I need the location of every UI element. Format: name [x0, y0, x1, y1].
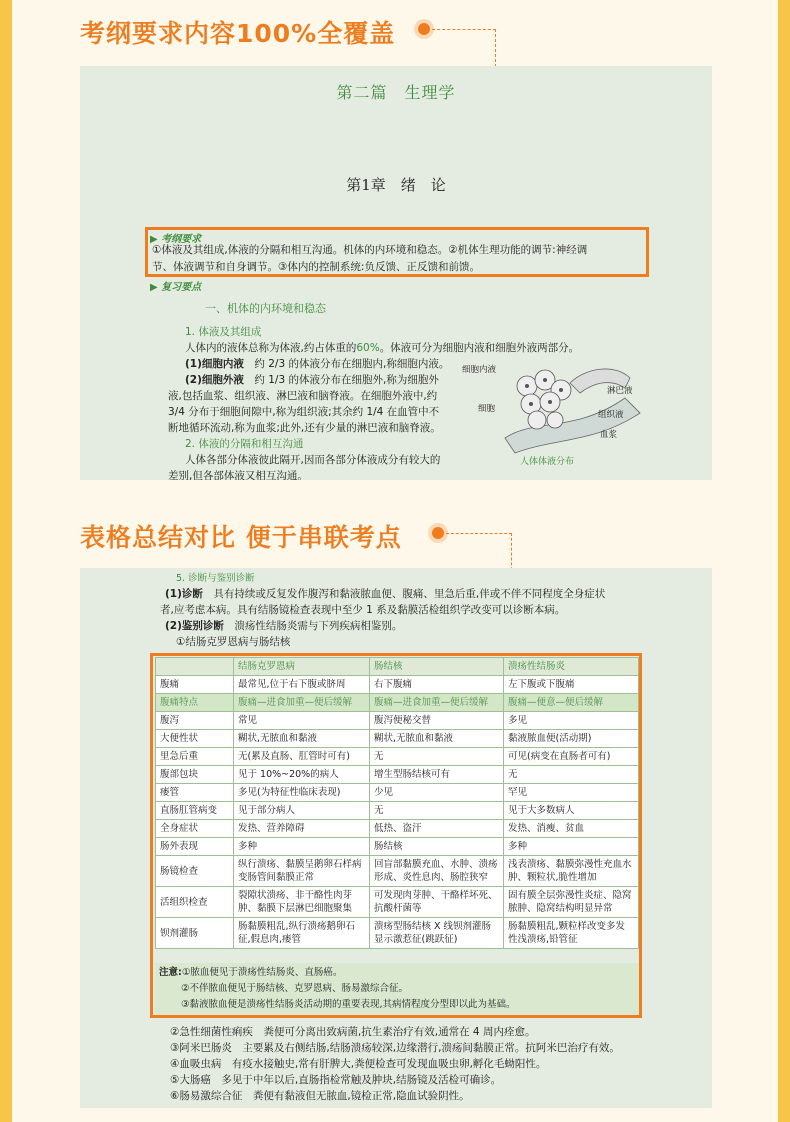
- table-cell: 糊状,无脓血和黏液: [370, 730, 504, 748]
- table-cell: 发热、营养障碍: [234, 820, 370, 838]
- table-cell: 钡剂灌肠: [156, 918, 234, 949]
- table-cell: 活组织检查: [156, 887, 234, 918]
- table-cell: 腹痛—便意—便后缓解: [504, 694, 639, 712]
- table-cell: 溃疡型肠结核 X 线钡剂灌肠显示激惹征(跳跃征): [370, 918, 504, 949]
- table-cell: 腹泻便秘交替: [370, 712, 504, 730]
- table-cell: 多见(为特征性临床表现): [234, 784, 370, 802]
- table-cell: 罕见: [504, 784, 639, 802]
- banner-outline-coverage: 考纲要求内容100%全覆盖: [80, 19, 396, 48]
- table-cell: 纵行溃疡、黏膜呈鹅卵石样病变肠管间黏膜正常: [234, 856, 370, 887]
- table-highlight-box: [150, 653, 642, 1018]
- banner-dot: [432, 527, 444, 539]
- table-header-cell: 结肠克罗恩病: [234, 658, 370, 676]
- table-cell: 左下腹或下腹痛: [504, 676, 639, 694]
- paragraph: 断地循环流动,称为血浆;此外,还有少量的淋巴液和脑脊液。: [168, 422, 441, 434]
- table-cell: 肠镜检查: [156, 856, 234, 887]
- paragraph: 人体各部分体液彼此隔开,因而各部分体液成分有较大的: [185, 454, 441, 466]
- table-cell: 无(累及直肠、肛管时可有): [234, 748, 370, 766]
- table-notes: 注意:①脓血便见于溃疡性结肠炎、直肠癌。 ②不伴脓血便见于肠结核、克罗恩病、肠易激综合征。 ③黏液脓血便是溃疡性结肠炎活动期的重要表现,其病情程度分型即以此为基础。: [155, 963, 639, 1015]
- table-cell: 腹泻: [156, 712, 234, 730]
- table-cell: 多种: [504, 838, 639, 856]
- table-cell: 多见: [504, 712, 639, 730]
- point-title: 1. 体液及其组成: [185, 326, 262, 338]
- table-cell: 少见: [370, 784, 504, 802]
- table-cell: 黏液脓血便(活动期): [504, 730, 639, 748]
- table-header-cell: 肠结核: [370, 658, 504, 676]
- table-cell: 全身症状: [156, 820, 234, 838]
- paragraph: ③阿米巴肠炎 主要累及右侧结肠,结肠溃疡较深,边缘潜行,溃疡间黏膜正常。抗阿米巴治疗有效。: [170, 1042, 620, 1054]
- paragraph: 差别,但各部体液又相互沟通。: [168, 470, 308, 480]
- triangle-icon: ▶: [150, 234, 158, 245]
- table-cell: 里急后重: [156, 748, 234, 766]
- table-cell: 腹痛—进食加重—便后缓解: [370, 694, 504, 712]
- paragraph: (2)细胞外液 约 1/3 的体液分布在细胞外,称为细胞外: [185, 374, 439, 386]
- table-cell: 无: [370, 802, 504, 820]
- point-title: 2. 体液的分隔和相互沟通: [185, 438, 304, 450]
- paragraph: 3/4 分布于细胞间隙中,称为组织液;其余约 1/4 在血管中不: [168, 406, 440, 418]
- table-cell: 发热、消瘦、贫血: [504, 820, 639, 838]
- table-cell: 糊状,无脓血和黏液: [234, 730, 370, 748]
- chapter-title: 第1章 绪 论: [346, 176, 446, 194]
- paragraph: 者,应考虑本病。具有结肠镜检查表现中至少 1 系及黏膜活检组织学改变可以诊断本病。: [160, 604, 566, 616]
- table-cell: 肠结核: [370, 838, 504, 856]
- review-heading: ▶ 复习要点: [150, 282, 202, 293]
- table-cell: 肠外表现: [156, 838, 234, 856]
- outline-line: ①体液及其组成,体液的分隔和相互沟通。机体的内环境和稳态。②机体生理功能的调节:神经调: [152, 244, 588, 256]
- figure-label: 血浆: [600, 430, 618, 440]
- table-cell: 腹痛—进食加重—便后缓解: [234, 694, 370, 712]
- table-title: ①结肠克罗恩病与肠结核: [176, 636, 291, 648]
- table-cell: 无: [504, 766, 639, 784]
- outline-line: 节、体液调节和自身调节。③体内的控制系统:负反馈、正反馈和前馈。: [152, 261, 480, 273]
- paragraph: 液,包括血浆、组织液、淋巴液和脑脊液。在细胞外液中,约: [168, 390, 438, 402]
- table-cell: 可见(病变在直肠者可有): [504, 748, 639, 766]
- figure-label: 淋巴液: [607, 386, 633, 396]
- figure-label: 细胞内液: [462, 365, 497, 375]
- table-cell: 肠黏膜粗乱,纵行溃疡鹅卵石征,假息肉,瘘管: [234, 918, 370, 949]
- table-cell: 固有膜全层弥漫性炎症、隐窝脓肿、隐窝结构明显异常: [504, 887, 639, 918]
- banner-dot: [418, 23, 430, 35]
- figure-label: 细胞: [478, 404, 496, 414]
- part-title: 第二篇 生理学: [336, 83, 456, 102]
- table-cell: 增生型肠结核可有: [370, 766, 504, 784]
- table-cell: 直肠肛管病变: [156, 802, 234, 820]
- table-header-cell: 溃疡性结肠炎: [504, 658, 639, 676]
- table-cell: 见于 10%~20%的病人: [234, 766, 370, 784]
- table-cell: 裂隙状溃疡、非干酪性肉芽肿、黏膜下层淋巴细胞聚集: [234, 887, 370, 918]
- figure-caption: 人体体液分布: [520, 457, 575, 467]
- paragraph: ④血吸虫病 有疫水接触史,常有肝脾大,粪便检查可发现血吸虫卵,孵化毛蚴阳性。: [170, 1058, 547, 1070]
- paragraph: (1)诊断 具有持续或反复发作腹泻和黏液脓血便、腹痛、里急后重,伴或不伴不同程度全身症状: [165, 588, 606, 600]
- sub-heading: 一、机体的内环境和稳态: [205, 302, 326, 315]
- table-cell: 可发现肉芽肿、干酪样坏死、抗酸杆菌等: [370, 887, 504, 918]
- table-cell: 见于部分病人: [234, 802, 370, 820]
- table-cell: 腹部包块: [156, 766, 234, 784]
- table-cell: 低热、盗汗: [370, 820, 504, 838]
- table-cell: 无: [370, 748, 504, 766]
- banner-table-summary: 表格总结对比 便于串联考点: [80, 523, 402, 552]
- paragraph: ②急性细菌性痢疾 粪便可分离出致病菌,抗生素治疗有效,通常在 4 周内痊愈。: [170, 1026, 536, 1038]
- body-fluid-diagram: [465, 358, 675, 468]
- table-cell: 最常见,位于右下腹或脐周: [234, 676, 370, 694]
- table-cell: 浅表溃疡、黏膜弥漫性充血水肿、颗粒状,脆性增加: [504, 856, 639, 887]
- table-cell: 常见: [234, 712, 370, 730]
- connector-line: [432, 29, 496, 30]
- outline-highlight-box: [145, 227, 649, 277]
- table-cell: 大便性状: [156, 730, 234, 748]
- paragraph: (2)鉴别诊断 溃疡性结肠炎需与下列疾病相鉴别。: [165, 620, 403, 632]
- table-cell: 见于大多数病人: [504, 802, 639, 820]
- triangle-icon: ▶: [150, 282, 158, 293]
- table-cell: 肠黏膜粗乱,颗粒样改变多发性浅溃疡,铅管征: [504, 918, 639, 949]
- connector-line: [446, 533, 512, 534]
- table-cell: 瘘管: [156, 784, 234, 802]
- paragraph: ⑥肠易激综合征 粪便有黏液但无脓血,镜检正常,隐血试验阴性。: [170, 1090, 470, 1102]
- section-heading: 5. 诊断与鉴别诊断: [176, 573, 255, 584]
- table-cell: 腹痛: [156, 676, 234, 694]
- figure-label: 组织液: [598, 410, 624, 420]
- outline-heading: ▶ 考纲要求: [150, 234, 202, 245]
- table-cell: 多种: [234, 838, 370, 856]
- table-cell: 右下腹痛: [370, 676, 504, 694]
- paragraph: (1)细胞内液 约 2/3 的体液分布在细胞内,称细胞内液。: [185, 358, 450, 370]
- table-cell: 回盲部黏膜充血、水肿、溃疡形成、炎性息肉、肠腔狭窄: [370, 856, 504, 887]
- paragraph: ⑤大肠癌 多见于中年以后,直肠指检常触及肿块,结肠镜及活检可确诊。: [170, 1074, 502, 1086]
- table-cell: 腹痛特点: [156, 694, 234, 712]
- paragraph: 人体内的液体总称为体液,约占体重的60%。体液可分为细胞内液和细胞外液两部分。: [185, 342, 580, 354]
